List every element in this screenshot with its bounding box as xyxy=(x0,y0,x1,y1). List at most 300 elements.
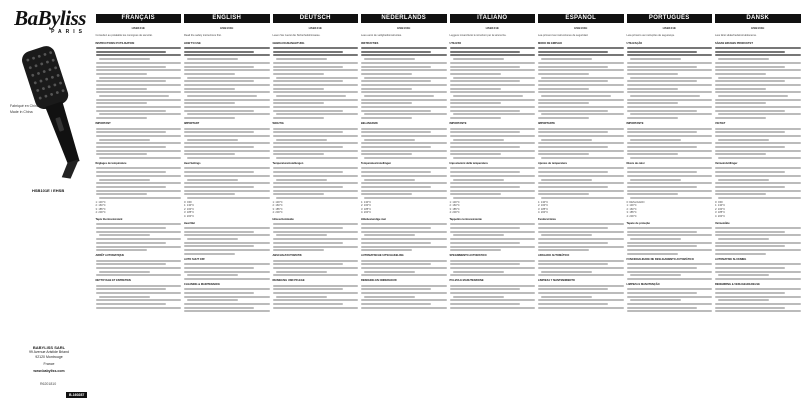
text-line xyxy=(96,260,182,262)
instruction-body xyxy=(361,34,447,309)
temperature-setting: 0: OFF xyxy=(184,200,193,204)
text-line xyxy=(184,182,270,184)
text-line xyxy=(96,186,166,188)
section-title: Tapis thermorésistant xyxy=(95,218,123,221)
text-line xyxy=(184,54,270,56)
text-line xyxy=(184,186,254,188)
text-line xyxy=(538,242,608,244)
section-title: UTILIZZO xyxy=(449,41,462,45)
text-line xyxy=(538,227,608,229)
temperature-setting: 3: 185°C xyxy=(184,211,195,215)
brand-sub: PARIS xyxy=(51,29,86,35)
text-line xyxy=(715,242,801,244)
text-line xyxy=(627,182,713,184)
text-line xyxy=(541,296,592,298)
text-line xyxy=(96,242,166,244)
text-line xyxy=(538,117,589,119)
text-line xyxy=(718,113,801,115)
text-line xyxy=(450,307,536,309)
text-line xyxy=(538,167,624,169)
text-line xyxy=(96,135,182,137)
section-title: Heat Mat xyxy=(184,221,195,225)
text-line xyxy=(627,310,713,312)
section-title: AUTOMATISCHE UITSCHAKELING xyxy=(361,254,404,258)
text-line xyxy=(187,157,270,159)
text-line xyxy=(96,51,166,53)
text-line xyxy=(273,175,359,177)
section-title: FUNCIONALIDADE DE DESLIGAMENTO AUTOMÁTICO xyxy=(626,257,694,261)
text-line xyxy=(99,179,150,181)
text-line xyxy=(273,80,343,82)
language-column xyxy=(714,14,802,407)
text-line xyxy=(273,153,324,155)
text-line xyxy=(96,238,182,240)
text-line xyxy=(715,175,801,177)
temperature-setting: 1: 130°C xyxy=(626,204,637,208)
text-line xyxy=(184,263,270,265)
text-line xyxy=(96,267,182,269)
section-title: REINIGING EN ONDERHOUD xyxy=(361,279,397,283)
text-line xyxy=(364,296,415,298)
text-line xyxy=(96,150,182,152)
text-line xyxy=(627,242,713,244)
text-line xyxy=(450,303,520,305)
text-line xyxy=(361,80,431,82)
temperature-list xyxy=(538,201,624,215)
text-line xyxy=(361,91,447,93)
temperature-list xyxy=(450,201,536,215)
text-line xyxy=(627,249,713,251)
text-line xyxy=(184,91,270,93)
section-title: NETTOYAGE ET ENTRETIEN xyxy=(95,279,131,283)
model-code: HSB101E xyxy=(662,26,676,30)
text-line xyxy=(361,231,447,233)
text-line xyxy=(96,153,147,155)
text-line xyxy=(364,113,447,115)
text-line xyxy=(718,179,769,181)
text-line xyxy=(538,51,608,53)
text-line xyxy=(364,197,447,199)
temperature-setting: 4: 200°C xyxy=(538,211,549,215)
text-line xyxy=(627,153,678,155)
temperature-setting: 4: 200°C xyxy=(184,215,195,218)
section-title: BELANGRIJK xyxy=(361,122,378,126)
text-line xyxy=(718,77,801,79)
text-line xyxy=(450,102,501,104)
text-line xyxy=(538,267,624,269)
text-line xyxy=(273,142,359,144)
text-line xyxy=(538,66,608,68)
text-line xyxy=(450,88,501,90)
text-line xyxy=(450,66,520,68)
text-line xyxy=(361,150,447,152)
text-line xyxy=(450,91,536,93)
text-line xyxy=(273,106,359,108)
section-title: SÅDAN BRUGES PRODUKTET xyxy=(715,41,753,45)
text-line xyxy=(276,234,327,236)
text-line xyxy=(538,69,624,71)
text-line xyxy=(96,227,166,229)
model-code: HSB101E xyxy=(397,26,411,30)
text-line xyxy=(715,153,766,155)
text-line xyxy=(184,193,235,195)
text-line xyxy=(453,113,536,115)
text-line xyxy=(627,288,713,290)
section-title: APAGADO AUTOMÁTICO xyxy=(538,254,570,258)
text-line xyxy=(715,186,785,188)
text-line xyxy=(538,84,624,86)
text-line xyxy=(184,175,270,177)
text-line xyxy=(627,263,713,265)
website-link[interactable]: www.babyliss.com xyxy=(33,369,65,373)
text-line xyxy=(627,167,713,169)
text-line xyxy=(99,271,150,273)
text-line xyxy=(361,171,431,173)
text-line xyxy=(364,77,447,79)
text-line xyxy=(718,238,769,240)
text-line xyxy=(96,249,147,251)
text-line xyxy=(538,135,624,137)
text-line xyxy=(538,274,624,276)
text-line xyxy=(627,292,697,294)
text-line xyxy=(718,197,801,199)
text-line xyxy=(450,263,520,265)
text-line xyxy=(361,190,447,192)
temperature-setting: 1: 130°C xyxy=(95,200,106,204)
manufacturer-address xyxy=(14,345,84,374)
text-line xyxy=(715,51,785,53)
text-line xyxy=(715,234,801,236)
text-line xyxy=(361,242,431,244)
text-line xyxy=(361,267,447,269)
text-line xyxy=(184,234,270,236)
text-line xyxy=(715,135,801,137)
text-line xyxy=(273,242,343,244)
text-line xyxy=(361,285,447,287)
text-line xyxy=(453,157,536,159)
text-line xyxy=(450,62,536,64)
text-line xyxy=(715,62,801,64)
text-line xyxy=(361,263,431,265)
text-line xyxy=(627,190,713,192)
instruction-body xyxy=(450,34,536,309)
text-line xyxy=(99,234,150,236)
language-heading: ENGLISH xyxy=(184,14,270,23)
text-line xyxy=(450,223,536,225)
text-line xyxy=(450,246,536,248)
text-line xyxy=(361,88,412,90)
text-line xyxy=(538,186,608,188)
text-line xyxy=(627,135,713,137)
text-line xyxy=(715,167,801,169)
text-line xyxy=(99,296,150,298)
section-title: Hitzeschutzmatte xyxy=(272,218,294,221)
text-line xyxy=(99,58,150,60)
text-line xyxy=(715,249,801,251)
text-line xyxy=(627,150,713,152)
text-line xyxy=(96,292,182,294)
text-line xyxy=(361,299,447,301)
section-title: Tapete de proteção xyxy=(626,221,651,225)
text-line xyxy=(715,69,801,71)
text-line xyxy=(364,139,415,141)
text-line xyxy=(273,227,343,229)
text-line xyxy=(184,253,235,255)
text-line xyxy=(630,197,713,199)
text-line xyxy=(99,197,182,199)
temperature-setting: 4: 200°C xyxy=(95,211,106,215)
text-line xyxy=(187,274,238,276)
temperature-setting: 3: 185°C xyxy=(361,207,372,211)
text-line xyxy=(627,51,697,53)
model-code: HSB101E xyxy=(751,26,765,30)
text-line xyxy=(450,227,520,229)
language-heading: DANSK xyxy=(715,14,801,23)
text-line xyxy=(276,58,327,60)
text-line xyxy=(450,175,536,177)
section-title: RENGØRING & VEDLIGEHOLDELSE xyxy=(715,282,760,286)
text-line xyxy=(276,77,359,79)
text-line xyxy=(627,131,697,133)
text-line xyxy=(273,131,343,133)
text-line xyxy=(184,128,270,130)
text-line xyxy=(184,135,270,137)
text-line xyxy=(361,182,447,184)
text-line xyxy=(715,128,801,130)
text-line xyxy=(538,110,608,112)
text-line xyxy=(630,77,713,79)
text-line xyxy=(541,77,624,79)
instruction-body xyxy=(538,34,624,309)
text-line xyxy=(184,267,254,269)
text-line xyxy=(627,296,713,298)
text-line xyxy=(276,296,327,298)
text-line xyxy=(187,95,257,97)
text-line xyxy=(364,271,415,273)
text-line xyxy=(627,142,713,144)
text-line xyxy=(361,249,412,251)
text-line xyxy=(538,249,589,251)
text-line xyxy=(627,106,713,108)
text-line xyxy=(99,157,182,159)
temperature-setting: 0: OFF xyxy=(715,200,724,204)
safety-intro: Læs først sikkerhedsinstruktionerne. xyxy=(715,34,757,37)
text-line xyxy=(273,260,359,262)
text-line xyxy=(715,296,801,298)
section-title: WICHTIG xyxy=(272,122,284,126)
brand-logo xyxy=(10,8,90,35)
text-line xyxy=(276,271,327,273)
address-line-2: 92120 Montrouge xyxy=(35,355,63,359)
text-line xyxy=(273,99,359,101)
text-line xyxy=(538,299,624,301)
text-line xyxy=(715,54,801,56)
safety-intro: Read the safety instructions first. xyxy=(184,34,222,37)
text-line xyxy=(538,99,624,101)
text-line xyxy=(538,88,589,90)
text-line xyxy=(361,106,447,108)
text-line xyxy=(99,77,182,79)
text-line xyxy=(627,54,713,56)
text-line xyxy=(364,234,415,236)
text-line xyxy=(538,106,624,108)
text-line xyxy=(187,113,270,115)
text-line xyxy=(273,267,359,269)
brand-name: BaByliss xyxy=(14,6,86,30)
text-line xyxy=(450,47,536,49)
text-line xyxy=(450,193,501,195)
text-line xyxy=(450,106,536,108)
text-line xyxy=(184,88,235,90)
text-line xyxy=(184,303,270,305)
temperature-list xyxy=(715,201,801,219)
text-line xyxy=(361,167,447,169)
text-line xyxy=(715,110,785,112)
text-line xyxy=(453,77,536,79)
text-line xyxy=(184,99,270,101)
text-line xyxy=(715,190,801,192)
text-line xyxy=(450,267,536,269)
text-line xyxy=(96,288,166,290)
text-line xyxy=(184,296,270,298)
text-line xyxy=(96,299,182,301)
section-title: Temperatureinstellungen xyxy=(272,162,304,166)
text-line xyxy=(453,95,523,97)
text-line xyxy=(630,157,713,159)
text-line xyxy=(187,139,238,141)
text-line xyxy=(96,117,147,119)
text-line xyxy=(715,193,766,195)
text-line xyxy=(361,73,412,75)
temperature-setting: 4: 200°C xyxy=(361,211,372,215)
text-line xyxy=(184,190,270,192)
text-line xyxy=(96,128,182,130)
text-line xyxy=(184,288,270,290)
text-line xyxy=(627,171,697,173)
model-code: HSB101E xyxy=(574,26,588,30)
temperature-list xyxy=(361,201,447,215)
text-line xyxy=(715,253,766,255)
text-line xyxy=(187,299,238,301)
text-line xyxy=(715,182,801,184)
text-line xyxy=(361,47,447,49)
text-line xyxy=(276,197,359,199)
text-line xyxy=(184,117,235,119)
text-line xyxy=(450,285,536,287)
temperature-setting: 4: 200°C xyxy=(626,215,637,218)
text-line xyxy=(627,278,713,280)
text-line xyxy=(96,88,147,90)
text-line xyxy=(96,106,182,108)
text-line xyxy=(538,80,608,82)
section-title: Temperatuurinstellingen xyxy=(361,162,392,166)
temperature-setting: 2: 160°C xyxy=(95,204,106,208)
text-line xyxy=(450,99,536,101)
section-title: SPEGNIMENTO AUTOMATICO xyxy=(449,254,487,258)
text-line xyxy=(538,246,624,248)
origin-caption-fr: Fabriqué en Chine xyxy=(10,104,39,108)
language-column xyxy=(360,14,449,407)
text-line xyxy=(361,223,447,225)
temperature-setting: 2: 160°C xyxy=(184,207,195,211)
section-title: Funda térmica xyxy=(538,218,556,221)
text-line xyxy=(361,246,447,248)
text-line xyxy=(450,260,536,262)
text-line xyxy=(450,128,536,130)
text-line xyxy=(453,139,504,141)
section-title: ARRÊT AUTOMATIQUE xyxy=(95,254,125,258)
text-line xyxy=(715,267,785,269)
instruction-body xyxy=(184,34,270,312)
text-line xyxy=(273,128,359,130)
text-line xyxy=(96,142,182,144)
section-title: Tappetino termoresistente xyxy=(449,218,482,221)
text-line xyxy=(361,135,447,137)
text-line xyxy=(450,84,536,86)
text-line xyxy=(627,186,697,188)
text-line xyxy=(450,153,501,155)
text-line xyxy=(715,80,785,82)
text-line xyxy=(99,95,169,97)
instruction-body xyxy=(627,34,713,312)
text-line xyxy=(273,110,343,112)
text-line xyxy=(273,307,359,309)
text-line xyxy=(96,102,147,104)
text-line xyxy=(96,110,166,112)
text-line xyxy=(541,179,592,181)
section-title: HOW TO USE xyxy=(184,41,201,45)
text-line xyxy=(96,84,182,86)
text-line xyxy=(715,99,801,101)
text-line xyxy=(450,292,536,294)
text-line xyxy=(364,58,415,60)
text-line xyxy=(184,84,270,86)
text-line xyxy=(627,69,713,71)
text-line xyxy=(184,167,270,169)
text-line xyxy=(538,73,589,75)
document-code: R6201810 xyxy=(40,382,57,386)
text-line xyxy=(361,117,412,119)
text-line xyxy=(718,274,769,276)
text-line xyxy=(184,271,270,273)
text-line xyxy=(538,175,624,177)
section-title: Hittebestendige mat xyxy=(361,218,386,221)
text-line xyxy=(96,285,182,287)
text-line xyxy=(541,113,624,115)
text-line xyxy=(187,77,270,79)
text-line xyxy=(273,84,359,86)
temperature-setting: 2: 160°C xyxy=(361,204,372,208)
text-line xyxy=(96,62,182,64)
text-line xyxy=(630,58,681,60)
text-line xyxy=(627,91,713,93)
text-line xyxy=(361,131,431,133)
temperature-setting: 3: 185°C xyxy=(95,207,106,211)
text-line xyxy=(273,69,359,71)
text-line xyxy=(361,84,447,86)
text-line xyxy=(184,171,254,173)
text-line xyxy=(715,84,801,86)
text-line xyxy=(718,139,769,141)
text-line xyxy=(627,175,713,177)
text-line xyxy=(273,51,343,53)
text-line xyxy=(538,182,624,184)
text-line xyxy=(715,73,766,75)
text-line xyxy=(361,153,412,155)
section-title: CLEANING & MAINTENANCE xyxy=(184,282,221,286)
section-title: Réglages de température xyxy=(95,162,127,166)
section-title: IMPORTANT xyxy=(95,122,111,126)
